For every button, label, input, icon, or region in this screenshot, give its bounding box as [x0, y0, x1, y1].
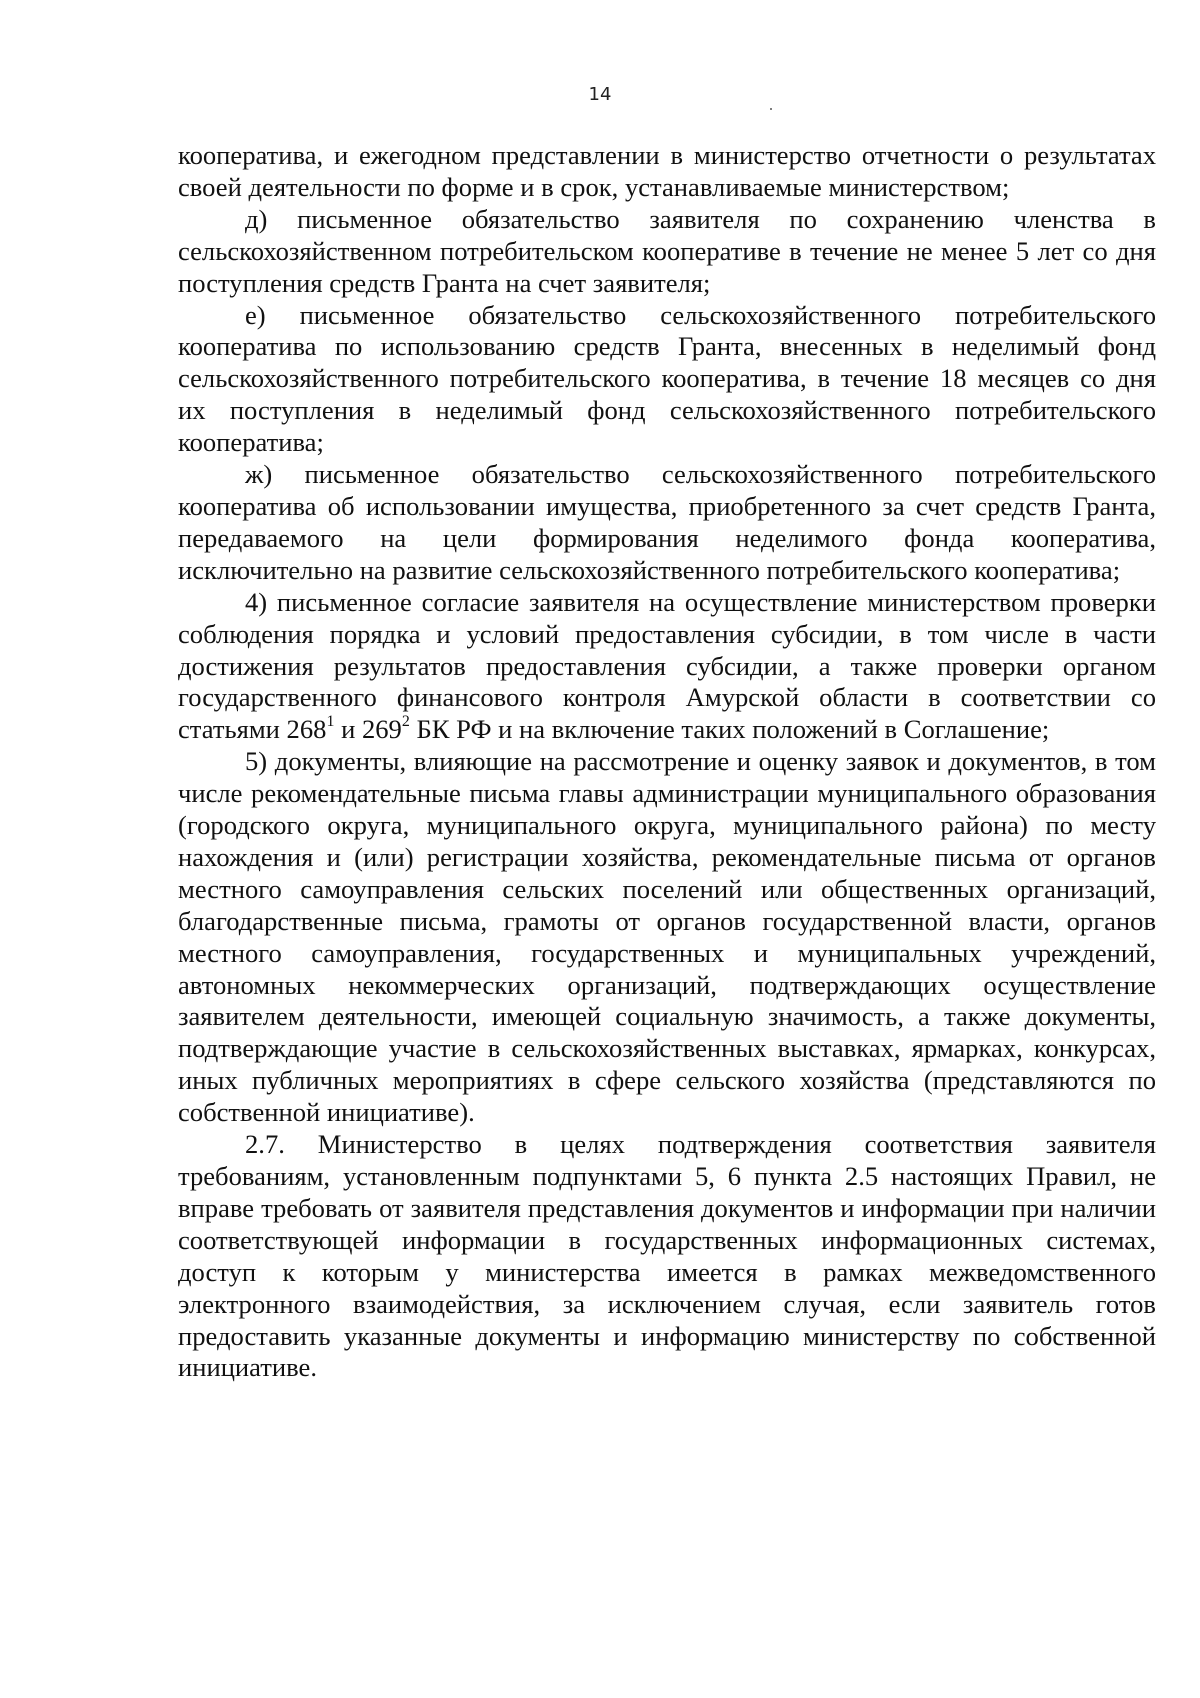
footnote-superscript-2: 2 — [401, 713, 410, 731]
footnote-superscript-1: 1 — [326, 713, 335, 731]
paragraph-continuation: кооператива, и ежегодном представлении в министерство отчетности о результатах своей деятельности по форме и в срок, устанавливаемые министерством; — [178, 140, 1156, 202]
paragraph-item-4-text-1: 4) письменное согласие заявителя на осуществление министерством проверки соблюдения порядка и условий предоставления субсидии, в том числе в части достижения результатов предоставления субсидии, а также проверки органом государственного финансового контроля Амурской области в соответствии со статьями 268 — [178, 586, 1156, 745]
paragraph-item-5: 5) документы, влияющие на рассмотрение и оценку заявок и документов, в том числе рекомендательные письма главы администрации муниципального образования (городского округа, муниципального округа, муниципального района) по месту нахождения и (или) регистрации хозяйства, рекомендательные письма от органов местного самоуправления сельских поселений или общественных организаций, благодарственные письма, грамоты от органов государственной власти, органов местного самоуправления, государственных и муниципальных учреждений, автономных некоммерческих организаций, подтверждающих осуществление заявителем деятельности, имеющей социальную значимость, а также документы, подтверждающие участие в сельскохозяйственных выставках, ярмарках, конкурсах, иных публичных мероприятиях в сфере сельского хозяйства (представляются по собственной инициативе). — [178, 746, 1156, 1128]
scan-speck — [770, 108, 772, 110]
page-number: 14 — [588, 84, 612, 105]
paragraph-item-4-text-3: БК РФ и на включение таких положений в Соглашение; — [409, 714, 1050, 745]
document-body — [178, 140, 1156, 1384]
paragraph-item-4-text-2: и 269 — [334, 714, 402, 745]
paragraph-item-e: е) письменное обязательство сельскохозяйственного потребительского кооператива по использованию средств Гранта, внесенных в неделимый фонд сельскохозяйственного потребительского кооператива, в течение 18 месяцев со дня их поступления в неделимый фонд сельскохозяйственного потребительского кооператива; — [178, 299, 1156, 458]
paragraph-item-4 — [178, 587, 1156, 747]
paragraph-item-d: д) письменное обязательство заявителя по сохранению членства в сельскохозяйственном потребительском кооперативе в течение не менее 5 лет со дня поступления средств Гранта на счет заявителя; — [178, 203, 1156, 298]
paragraph-item-zh: ж) письменное обязательство сельскохозяйственного потребительского кооператива об использовании имущества, приобретенного за счет средств Гранта, передаваемого на цели формирования неделимого фонда кооператива, исключительно на развитие сельскохозяйственного потребительского кооператива; — [178, 459, 1156, 585]
paragraph-section-2-7: 2.7. Министерство в целях подтверждения соответствия заявителя требованиям, установленным подпунктами 5, 6 пункта 2.5 настоящих Правил, не вправе требовать от заявителя представления документов и информации при наличии соответствующей информации в государственных информационных системах, доступ к которым у министерства имеется в рамках межведомственного электронного взаимодействия, за исключением случая, если заявитель готов предоставить указанные документы и информацию министерству по собственной инициативе. — [178, 1129, 1156, 1383]
